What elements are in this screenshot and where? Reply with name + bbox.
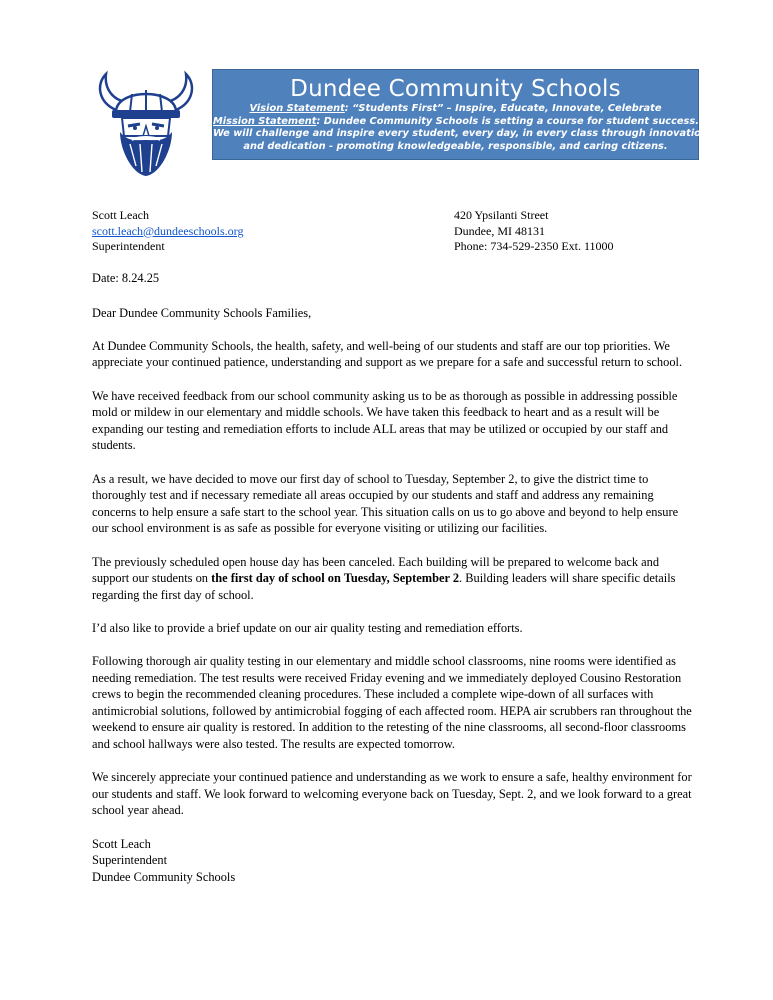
paragraph-2: We have received feedback from our school community asking us to be as thorough as possible in addressing possible mold or mildew in our elementary and middle schools. We have taken this feedback to heart and as a result will be expanding our testing and remediation efforts to include ALL areas that may be utilized or occupied by our staff and students. bbox=[92, 388, 678, 453]
mission-statement bbox=[213, 116, 698, 129]
paragraph-4-start: The previously scheduled open house day has been canceled. Each building will be prepared to welcome back and support our students on bbox=[92, 554, 660, 586]
sender-email-link[interactable]: scott.leach@dundeeschools.org bbox=[92, 223, 244, 238]
letter-greeting: Dear Dundee Community Schools Families, bbox=[92, 305, 312, 320]
mission-line-2: We will challenge and inspire every student, every day, in every class through innovation bbox=[213, 128, 708, 139]
mission-text: : Dundee Community Schools is setting a course for student success. bbox=[316, 115, 699, 127]
sender-info bbox=[92, 208, 243, 255]
school-banner bbox=[212, 69, 708, 160]
letter-date: Date: 8.24.25 bbox=[92, 271, 160, 285]
address-street: 420 Ypsilanti Street bbox=[454, 208, 549, 222]
paragraph-4 bbox=[92, 554, 692, 604]
paragraph-3: As a result, we have decided to move our first day of school to Tuesday, September 2, to give the district time to thoroughly test and if necessary remediate all areas occupied by our students and staff and address any remaining concerns to help ensure a safe start to the school year. This situation calls on us to go above and beyond to help ensure our school environment is as safe as possible for everyone visiting or utilizing our facilities. bbox=[92, 471, 679, 536]
signature-block bbox=[92, 836, 692, 886]
mission-line-3: and dedication - promoting knowledgeable, responsible, and caring citizens. bbox=[243, 140, 668, 152]
paragraph-5: I’d also like to provide a brief update on our air quality testing and remediation efforts. bbox=[92, 620, 523, 635]
paragraph-6: Following thorough air quality testing in our elementary and middle school classrooms, nine rooms were identified as needing remediation. The test results were received Friday evening and we immediately deployed Cousino Restoration crews to begin the recommended cleaning procedures. These included a complete wipe-down of all surfaces with antimicrobial solutions, followed by antimicrobial fogging of each affected room. HEPA air scrubbers ran throughout the weekend to ensure air quality is restored. In addition to the retesting of the nine classrooms, all second-floor classrooms and school hallways were also tested. The results are expected tomorrow. bbox=[92, 654, 692, 752]
vision-label: Vision Statement bbox=[249, 103, 345, 114]
signature-name: Scott Leach bbox=[92, 836, 151, 851]
paragraph-1: At Dundee Community Schools, the health, safety, and well-being of our students and staff are our top priorities. We appreciate your continued patience, understanding and support as we prepare for a safe and successful return to school. bbox=[92, 338, 683, 370]
vision-statement bbox=[213, 103, 698, 116]
mission-label: Mission Statement bbox=[213, 115, 317, 127]
paragraph-7: We sincerely appreciate your continued patience and understanding as we work to ensure a safe, healthy environment for our students and staff. We look forward to welcoming everyone back on Tuesday, Sept. 2, and we look forward to a great school year ahead. bbox=[92, 770, 692, 818]
address-phone: Phone: 734-529-2350 Ext. 11000 bbox=[454, 239, 614, 253]
paragraph-4-end: . Building leaders will share specific details regarding the first day of school. bbox=[92, 571, 676, 602]
banner-title: Dundee Community Schools bbox=[290, 76, 621, 102]
vision-text: : “Students First” – Inspire, Educate, Innovate, Celebrate bbox=[344, 103, 662, 114]
sender-title: Superintendent bbox=[92, 239, 165, 253]
viking-mascot-icon bbox=[92, 70, 200, 178]
signature-org: Dundee Community Schools bbox=[92, 869, 236, 884]
sender-name: Scott Leach bbox=[92, 208, 149, 222]
paragraph-4-bold: the first day of school on Tuesday, September 2 bbox=[211, 571, 460, 586]
letter-body bbox=[92, 270, 692, 885]
address-info bbox=[454, 208, 614, 255]
signature-title: Superintendent bbox=[92, 853, 168, 868]
address-city: Dundee, MI 48131 bbox=[454, 223, 545, 238]
